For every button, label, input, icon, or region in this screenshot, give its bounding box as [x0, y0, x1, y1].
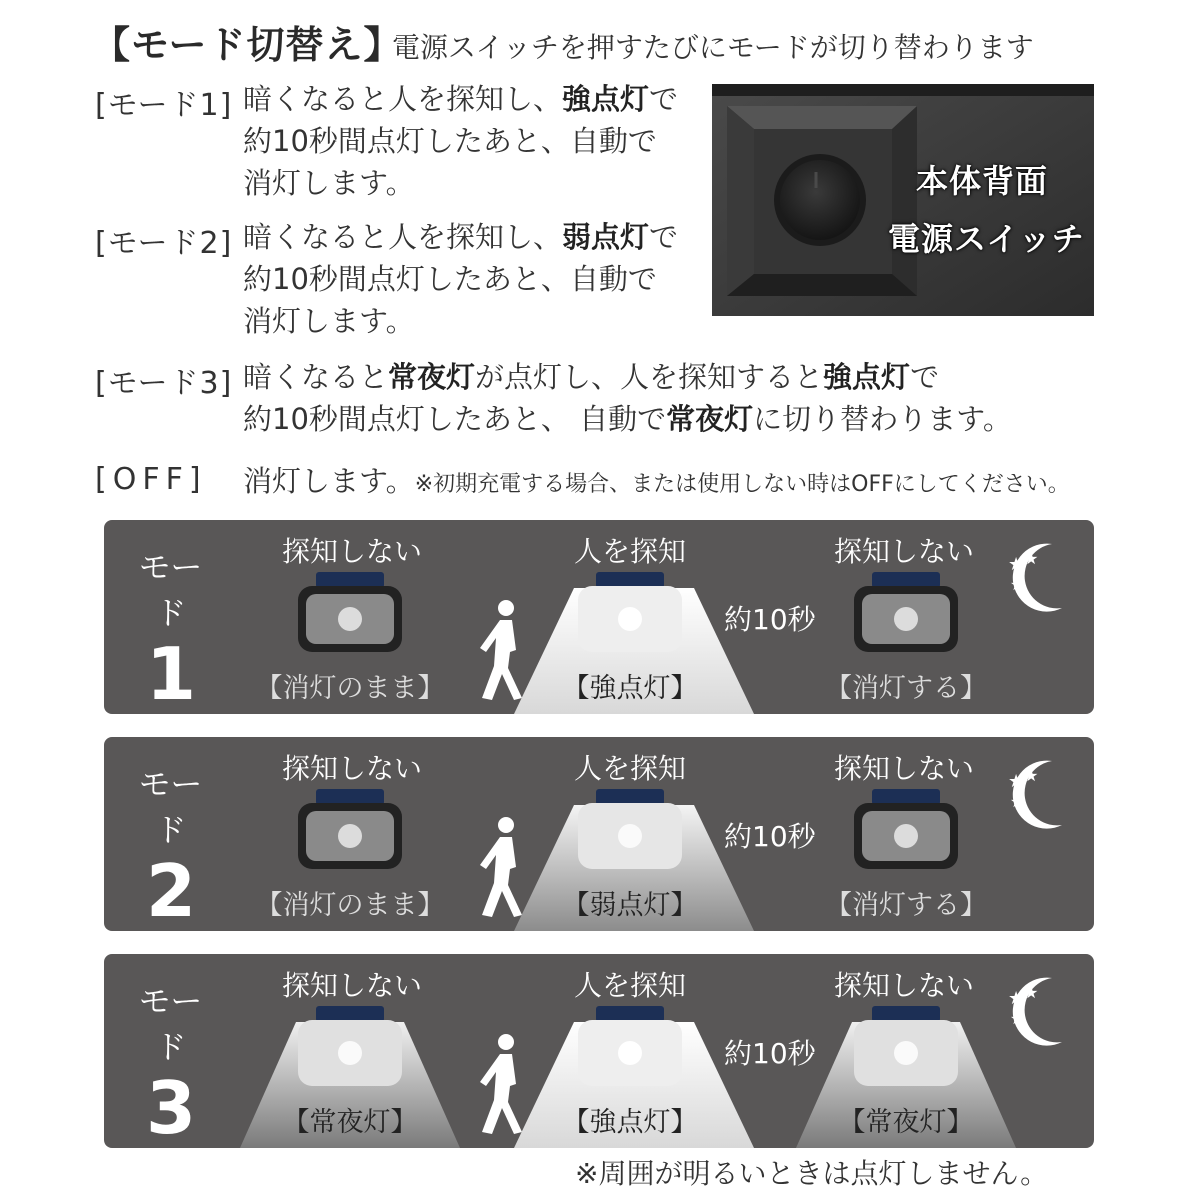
col2-bottom-label: 【弱点灯】 — [562, 890, 698, 921]
panel-mode-word: モード — [138, 982, 204, 1066]
col3-top-label: 探知しない — [833, 969, 974, 1002]
panel-mode-number: 2 — [145, 849, 197, 931]
switch-photo — [712, 84, 1094, 316]
mode3-text: 約10秒間点灯したあと、 自動で — [243, 402, 667, 436]
panel-mode-badge — [126, 542, 216, 714]
off-label: [OFF] — [95, 462, 207, 497]
photo-caption-back: 本体背面 — [916, 162, 1049, 200]
mode2-text: 暗くなると人を探知し、 — [243, 220, 563, 254]
col1-bottom-label: 【消灯のまま】 — [255, 890, 445, 921]
mode3-text: 暗くなると — [243, 360, 389, 394]
page-subtitle: 電源スイッチを押すたびにモードが切り替わります — [392, 31, 1034, 64]
timer-label: 約10秒 — [724, 1037, 816, 1070]
panel-mode-badge — [126, 759, 216, 931]
moon-stars-icon — [1002, 970, 1072, 1050]
mode3-text: が点灯し、人を探知すると — [475, 360, 824, 394]
col3-bottom-label: 【常夜灯】 — [838, 1107, 974, 1138]
col2-bottom-label: 【強点灯】 — [562, 673, 698, 704]
timer-label: 約10秒 — [724, 603, 816, 636]
page-title: 【モード切替え】 — [92, 23, 403, 67]
lamp-strong-icon — [574, 572, 686, 656]
off-description — [243, 460, 1070, 506]
lamp-night-icon — [850, 1006, 962, 1090]
col2-top-label: 人を探知 — [573, 969, 686, 1002]
mode1-text: 約10秒間点灯したあと、自動で — [243, 124, 657, 158]
lamp-night-icon — [294, 1006, 406, 1090]
panel-mode-word: モード — [138, 548, 204, 632]
mode2-text: 約10秒間点灯したあと、自動で — [243, 262, 657, 296]
mode1-text: 消灯します。 — [243, 166, 415, 200]
mode2-label: [モード2] — [95, 226, 233, 261]
mode1-panel — [104, 520, 1094, 714]
mode1-label: [モード1] — [95, 88, 233, 123]
mode2-text: で — [649, 220, 679, 254]
panel-mode-number: 1 — [145, 632, 197, 714]
mode3-text: に切り替わります。 — [753, 402, 1012, 436]
lamp-off-icon — [850, 789, 962, 873]
footer-note: ※周囲が明るいときは点灯しません。 — [575, 1157, 1049, 1190]
mode2-panel — [104, 737, 1094, 931]
svg-text:★: ★ — [1008, 771, 1025, 792]
svg-text:★: ★ — [1010, 575, 1025, 594]
mode3-highlight: 常夜灯 — [388, 360, 476, 394]
panel-mode-badge — [126, 976, 216, 1148]
lamp-off-icon — [294, 789, 406, 873]
panel-mode-word: モード — [138, 765, 204, 849]
lamp-off-icon — [850, 572, 962, 656]
moon-stars-icon — [1002, 753, 1072, 833]
moon-stars-icon — [1002, 536, 1072, 616]
svg-text:★: ★ — [1008, 988, 1025, 1009]
svg-text:★: ★ — [1024, 766, 1039, 785]
photo-caption-switch: 電源スイッチ — [888, 220, 1085, 258]
col2-top-label: 人を探知 — [573, 535, 686, 568]
mode3-label: [モード3] — [95, 366, 233, 401]
col1-bottom-label: 【常夜灯】 — [282, 1107, 418, 1138]
col3-bottom-label: 【消灯する】 — [825, 890, 987, 921]
lamp-off-icon — [294, 572, 406, 656]
mode1-highlight: 強点灯 — [562, 82, 650, 116]
col1-bottom-label: 【消灯のまま】 — [255, 673, 445, 704]
col3-top-label: 探知しない — [833, 752, 974, 785]
timer-label: 約10秒 — [724, 820, 816, 853]
mode1-description — [243, 78, 678, 204]
off-note: ※初期充電する場合、または使用しない時はOFFにしてください。 — [414, 472, 1070, 497]
mode1-text: で — [649, 82, 679, 116]
mode3-highlight: 常夜灯 — [666, 402, 754, 436]
col1-top-label: 探知しない — [281, 969, 422, 1002]
lamp-weak-icon — [574, 789, 686, 873]
mode3-highlight: 強点灯 — [823, 360, 911, 394]
lamp-strong-icon — [574, 1006, 686, 1090]
col2-bottom-label: 【強点灯】 — [562, 1107, 698, 1138]
mode1-text: 暗くなると人を探知し、 — [243, 82, 563, 116]
mode2-description — [243, 216, 678, 342]
col3-top-label: 探知しない — [833, 535, 974, 568]
mode2-text: 消灯します。 — [243, 304, 415, 338]
col2-top-label: 人を探知 — [573, 752, 686, 785]
mode2-highlight: 弱点灯 — [562, 220, 650, 254]
off-text: 消灯します。 — [243, 464, 415, 498]
col3-bottom-label: 【消灯する】 — [825, 673, 987, 704]
svg-text:★: ★ — [1010, 1009, 1025, 1028]
svg-text:★: ★ — [1024, 549, 1039, 568]
svg-text:★: ★ — [1008, 554, 1025, 575]
panel-mode-number: 3 — [145, 1066, 197, 1148]
mode3-text: で — [910, 360, 940, 394]
svg-text:★: ★ — [1010, 792, 1025, 811]
mode3-description — [243, 356, 1012, 440]
svg-text:★: ★ — [1024, 983, 1039, 1002]
col1-top-label: 探知しない — [281, 535, 422, 568]
mode3-panel — [104, 954, 1094, 1148]
col1-top-label: 探知しない — [281, 752, 422, 785]
